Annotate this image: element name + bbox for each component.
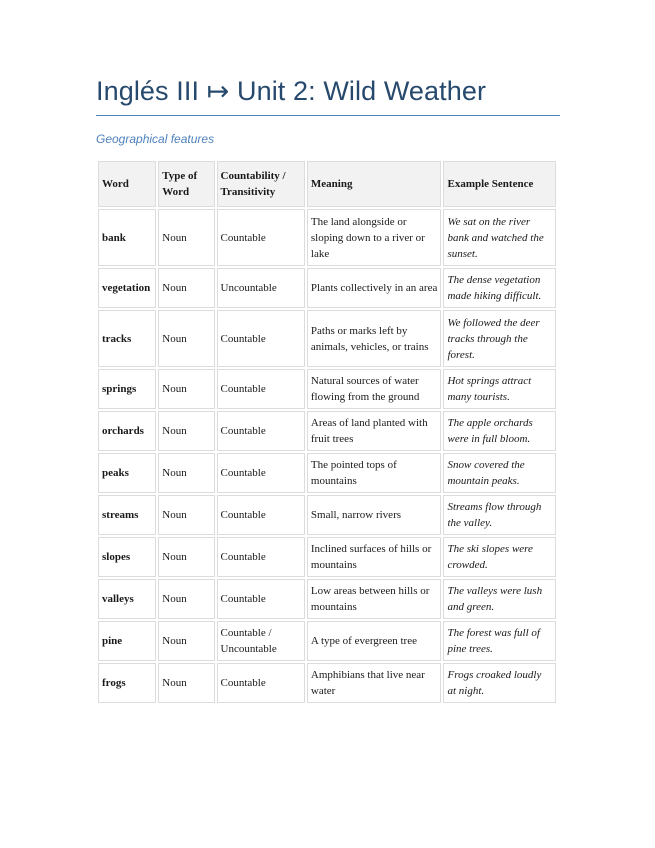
cell-example: Streams flow through the valley.	[443, 495, 556, 535]
header-word: Word	[98, 161, 156, 207]
cell-word: peaks	[98, 453, 156, 493]
cell-countability: Countable	[217, 369, 305, 409]
cell-example: Snow covered the mountain peaks.	[443, 453, 556, 493]
cell-type: Noun	[158, 579, 214, 619]
cell-word: springs	[98, 369, 156, 409]
cell-word: valleys	[98, 579, 156, 619]
table-row	[98, 268, 556, 308]
header-example: Example Sentence	[443, 161, 556, 207]
cell-meaning: Inclined surfaces of hills or mountains	[307, 537, 442, 577]
cell-word: frogs	[98, 663, 156, 703]
header-countability: Countability / Transitivity	[217, 161, 305, 207]
cell-meaning: A type of evergreen tree	[307, 621, 442, 661]
cell-example: The ski slopes were crowded.	[443, 537, 556, 577]
cell-countability: Countable	[217, 537, 305, 577]
cell-countability: Uncountable	[217, 268, 305, 308]
cell-countability: Countable	[217, 579, 305, 619]
cell-type: Noun	[158, 310, 214, 367]
cell-word: orchards	[98, 411, 156, 451]
cell-example: Frogs croaked loudly at night.	[443, 663, 556, 703]
cell-countability: Countable / Uncountable	[217, 621, 305, 661]
table-row	[98, 209, 556, 266]
table-row	[98, 411, 556, 451]
cell-countability: Countable	[217, 495, 305, 535]
section-title: Geographical features	[96, 132, 215, 146]
cell-meaning: Areas of land planted with fruit trees	[307, 411, 442, 451]
cell-type: Noun	[158, 268, 214, 308]
cell-type: Noun	[158, 621, 214, 661]
table-header-row	[98, 161, 556, 207]
cell-example: The apple orchards were in full bloom.	[443, 411, 556, 451]
table-row	[98, 310, 556, 367]
cell-example: We followed the deer tracks through the forest.	[443, 310, 556, 367]
table-row	[98, 663, 556, 703]
cell-word: pine	[98, 621, 156, 661]
cell-meaning: Natural sources of water flowing from the ground	[307, 369, 442, 409]
table-row	[98, 495, 556, 535]
cell-countability: Countable	[217, 453, 305, 493]
table-row	[98, 579, 556, 619]
cell-meaning: Paths or marks left by animals, vehicles, or trains	[307, 310, 442, 367]
cell-type: Noun	[158, 495, 214, 535]
cell-word: bank	[98, 209, 156, 266]
cell-countability: Countable	[217, 411, 305, 451]
header-meaning: Meaning	[307, 161, 442, 207]
cell-type: Noun	[158, 209, 214, 266]
cell-type: Noun	[158, 411, 214, 451]
cell-word: streams	[98, 495, 156, 535]
cell-word: vegetation	[98, 268, 156, 308]
cell-example: We sat on the river bank and watched the sunset.	[443, 209, 556, 266]
cell-word: slopes	[98, 537, 156, 577]
cell-meaning: Plants collectively in an area	[307, 268, 442, 308]
table-row	[98, 537, 556, 577]
cell-countability: Countable	[217, 310, 305, 367]
cell-type: Noun	[158, 537, 214, 577]
page-title: Inglés III ↦ Unit 2: Wild Weather	[96, 76, 487, 106]
cell-example: The valleys were lush and green.	[443, 579, 556, 619]
title-underline	[96, 115, 560, 116]
cell-example: The dense vegetation made hiking difficult.	[443, 268, 556, 308]
cell-type: Noun	[158, 663, 214, 703]
cell-example: The forest was full of pine trees.	[443, 621, 556, 661]
vocabulary-table	[96, 159, 558, 705]
cell-example: Hot springs attract many tourists.	[443, 369, 556, 409]
cell-meaning: Low areas between hills or mountains	[307, 579, 442, 619]
table-row	[98, 369, 556, 409]
cell-meaning: Small, narrow rivers	[307, 495, 442, 535]
table-row	[98, 621, 556, 661]
cell-meaning: Amphibians that live near water	[307, 663, 442, 703]
cell-countability: Countable	[217, 209, 305, 266]
header-type: Type of Word	[158, 161, 214, 207]
cell-meaning: The land alongside or sloping down to a river or lake	[307, 209, 442, 266]
cell-countability: Countable	[217, 663, 305, 703]
table-body	[98, 209, 556, 703]
cell-type: Noun	[158, 369, 214, 409]
cell-type: Noun	[158, 453, 214, 493]
cell-word: tracks	[98, 310, 156, 367]
cell-meaning: The pointed tops of mountains	[307, 453, 442, 493]
table-row	[98, 453, 556, 493]
